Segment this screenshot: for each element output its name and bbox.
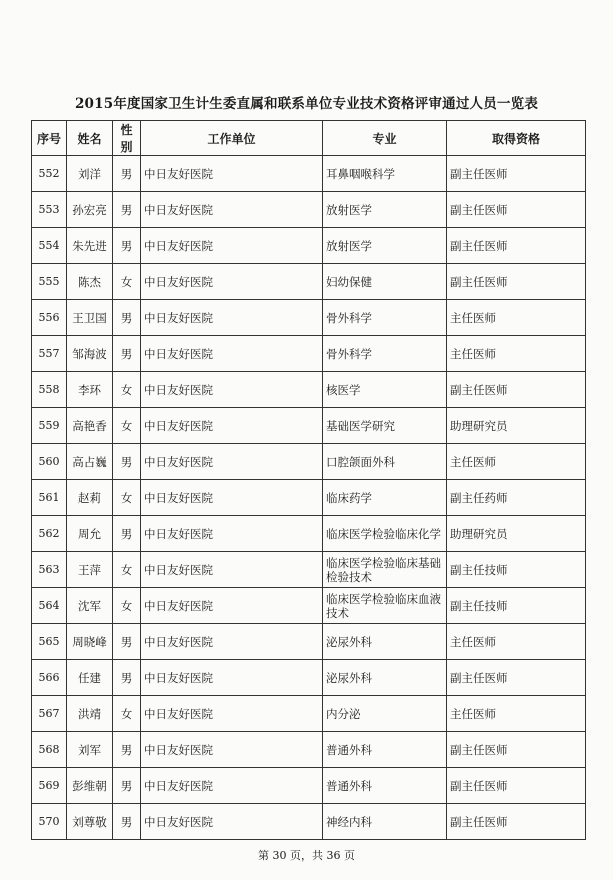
table-row [32, 408, 586, 444]
cell-num: 560 [32, 444, 67, 480]
cell-num: 569 [32, 768, 67, 804]
table-row [32, 624, 586, 660]
table-row [32, 336, 586, 372]
cell-name: 高占巍 [67, 444, 113, 480]
cell-name: 任建 [67, 660, 113, 696]
cell-qualification: 主任医师 [447, 300, 586, 336]
table-row [32, 156, 586, 192]
cell-specialty: 核医学 [323, 372, 447, 408]
cell-sex: 男 [113, 732, 141, 768]
cell-num: 553 [32, 192, 67, 228]
cell-name: 李环 [67, 372, 113, 408]
cell-specialty: 口腔颌面外科 [323, 444, 447, 480]
cell-name: 王卫国 [67, 300, 113, 336]
header-name: 姓名 [67, 121, 113, 156]
cell-unit: 中日友好医院 [141, 516, 323, 552]
cell-specialty: 耳鼻咽喉科学 [323, 156, 447, 192]
cell-num: 563 [32, 552, 67, 588]
cell-specialty: 泌尿外科 [323, 624, 447, 660]
cell-qualification: 助理研究员 [447, 408, 586, 444]
cell-unit: 中日友好医院 [141, 480, 323, 516]
cell-num: 556 [32, 300, 67, 336]
cell-specialty: 放射医学 [323, 192, 447, 228]
cell-qualification: 副主任技师 [447, 588, 586, 624]
table-row [32, 372, 586, 408]
cell-name: 刘尊敬 [67, 804, 113, 840]
cell-unit: 中日友好医院 [141, 588, 323, 624]
table-row [32, 228, 586, 264]
header-num: 序号 [32, 121, 67, 156]
cell-name: 陈杰 [67, 264, 113, 300]
cell-unit: 中日友好医院 [141, 444, 323, 480]
cell-name: 高艳香 [67, 408, 113, 444]
page-footer: 第 30 页，共 36 页 [258, 849, 355, 862]
cell-sex: 男 [113, 444, 141, 480]
table-row [32, 588, 586, 624]
cell-unit: 中日友好医院 [141, 660, 323, 696]
cell-unit: 中日友好医院 [141, 336, 323, 372]
cell-sex: 男 [113, 804, 141, 840]
cell-name: 赵莉 [67, 480, 113, 516]
table-row [32, 552, 586, 588]
cell-specialty: 神经内科 [323, 804, 447, 840]
cell-name: 孙宏亮 [67, 192, 113, 228]
cell-unit: 中日友好医院 [141, 264, 323, 300]
results-table [31, 120, 586, 840]
table-row [32, 804, 586, 840]
cell-sex: 女 [113, 588, 141, 624]
cell-name: 周允 [67, 516, 113, 552]
cell-specialty: 临床药学 [323, 480, 447, 516]
cell-qualification: 副主任药师 [447, 480, 586, 516]
table-row [32, 768, 586, 804]
cell-unit: 中日友好医院 [141, 804, 323, 840]
cell-sex: 男 [113, 624, 141, 660]
cell-sex: 女 [113, 264, 141, 300]
cell-name: 周晓峰 [67, 624, 113, 660]
cell-qualification: 副主任医师 [447, 804, 586, 840]
cell-num: 557 [32, 336, 67, 372]
cell-qualification: 主任医师 [447, 624, 586, 660]
header-row [32, 121, 586, 156]
cell-unit: 中日友好医院 [141, 624, 323, 660]
cell-specialty: 骨外科学 [323, 300, 447, 336]
header-qualification: 取得资格 [447, 121, 586, 156]
cell-num: 568 [32, 732, 67, 768]
cell-unit: 中日友好医院 [141, 552, 323, 588]
cell-sex: 男 [113, 192, 141, 228]
cell-specialty: 临床医学检验临床基础检验技术 [323, 552, 447, 588]
cell-specialty: 泌尿外科 [323, 660, 447, 696]
table-row [32, 516, 586, 552]
table-row [32, 444, 586, 480]
page-title: 2015年度国家卫生计生委直属和联系单位专业技术资格评审通过人员一览表 [74, 96, 539, 112]
cell-sex: 男 [113, 228, 141, 264]
cell-qualification: 副主任医师 [447, 192, 586, 228]
cell-qualification: 副主任医师 [447, 372, 586, 408]
header-sex: 性别 [113, 121, 141, 156]
table-row [32, 732, 586, 768]
cell-sex: 女 [113, 408, 141, 444]
cell-name: 刘军 [67, 732, 113, 768]
table-row [32, 192, 586, 228]
cell-num: 564 [32, 588, 67, 624]
table-row [32, 300, 586, 336]
cell-specialty: 骨外科学 [323, 336, 447, 372]
cell-specialty: 基础医学研究 [323, 408, 447, 444]
cell-name: 邹海波 [67, 336, 113, 372]
cell-specialty: 临床医学检验临床血液技术 [323, 588, 447, 624]
cell-num: 567 [32, 696, 67, 732]
cell-name: 王萍 [67, 552, 113, 588]
cell-qualification: 主任医师 [447, 696, 586, 732]
cell-name: 刘洋 [67, 156, 113, 192]
cell-qualification: 副主任医师 [447, 156, 586, 192]
cell-unit: 中日友好医院 [141, 300, 323, 336]
table-row [32, 264, 586, 300]
cell-qualification: 主任医师 [447, 336, 586, 372]
cell-unit: 中日友好医院 [141, 732, 323, 768]
cell-num: 559 [32, 408, 67, 444]
cell-qualification: 助理研究员 [447, 516, 586, 552]
cell-specialty: 临床医学检验临床化学 [323, 516, 447, 552]
cell-qualification: 副主任技师 [447, 552, 586, 588]
cell-sex: 女 [113, 480, 141, 516]
cell-sex: 男 [113, 156, 141, 192]
cell-num: 552 [32, 156, 67, 192]
cell-specialty: 妇幼保健 [323, 264, 447, 300]
cell-unit: 中日友好医院 [141, 768, 323, 804]
cell-specialty: 内分泌 [323, 696, 447, 732]
header-unit: 工作单位 [141, 121, 323, 156]
cell-name: 朱先进 [67, 228, 113, 264]
cell-specialty: 放射医学 [323, 228, 447, 264]
cell-num: 570 [32, 804, 67, 840]
cell-qualification: 副主任医师 [447, 228, 586, 264]
cell-sex: 男 [113, 660, 141, 696]
cell-qualification: 副主任医师 [447, 660, 586, 696]
cell-unit: 中日友好医院 [141, 192, 323, 228]
cell-num: 561 [32, 480, 67, 516]
table-row [32, 696, 586, 732]
cell-name: 彭维朝 [67, 768, 113, 804]
cell-sex: 女 [113, 552, 141, 588]
cell-specialty: 普通外科 [323, 732, 447, 768]
cell-sex: 男 [113, 516, 141, 552]
cell-unit: 中日友好医院 [141, 372, 323, 408]
table-row [32, 480, 586, 516]
cell-qualification: 副主任医师 [447, 768, 586, 804]
cell-sex: 女 [113, 696, 141, 732]
cell-unit: 中日友好医院 [141, 156, 323, 192]
cell-unit: 中日友好医院 [141, 696, 323, 732]
cell-qualification: 副主任医师 [447, 732, 586, 768]
cell-name: 沈军 [67, 588, 113, 624]
cell-name: 洪靖 [67, 696, 113, 732]
cell-sex: 男 [113, 768, 141, 804]
cell-num: 566 [32, 660, 67, 696]
cell-qualification: 主任医师 [447, 444, 586, 480]
header-specialty: 专业 [323, 121, 447, 156]
cell-num: 555 [32, 264, 67, 300]
cell-sex: 男 [113, 300, 141, 336]
cell-num: 554 [32, 228, 67, 264]
cell-unit: 中日友好医院 [141, 408, 323, 444]
cell-num: 558 [32, 372, 67, 408]
cell-sex: 女 [113, 372, 141, 408]
cell-qualification: 副主任医师 [447, 264, 586, 300]
cell-num: 562 [32, 516, 67, 552]
table-row [32, 660, 586, 696]
cell-unit: 中日友好医院 [141, 228, 323, 264]
cell-num: 565 [32, 624, 67, 660]
cell-sex: 男 [113, 336, 141, 372]
cell-specialty: 普通外科 [323, 768, 447, 804]
